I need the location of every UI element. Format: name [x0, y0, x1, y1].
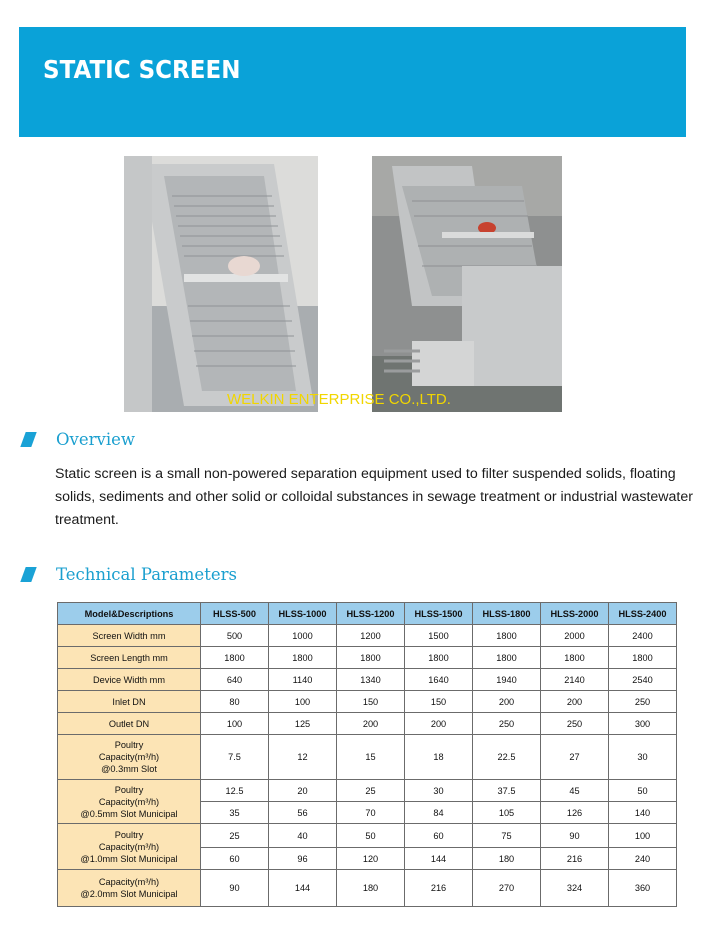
table-cell: 200: [405, 713, 473, 735]
table-cell: 2540: [609, 669, 677, 691]
technical-heading: Technical Parameters: [56, 565, 237, 584]
table-cell: 96: [269, 848, 337, 870]
table-cell: 25: [201, 824, 269, 848]
table-cell: 200: [541, 691, 609, 713]
row-label: Inlet DN: [58, 691, 201, 713]
row-label-line: Capacity(m³/h): [98, 752, 160, 762]
table-cell: 40: [269, 824, 337, 848]
table-cell: 1340: [337, 669, 405, 691]
technical-parameters-table: [57, 602, 677, 907]
table-cell: 100: [269, 691, 337, 713]
row-label-line: @0.3mm Slot: [101, 764, 157, 774]
table-row: [58, 824, 677, 848]
table-cell: 360: [609, 870, 677, 907]
table-cell: 84: [405, 802, 473, 824]
overview-section-icon: [20, 432, 36, 447]
table-cell: 90: [201, 870, 269, 907]
table-cell: 12: [269, 735, 337, 780]
table-cell: 37.5: [473, 780, 541, 802]
table-cell: 100: [609, 824, 677, 848]
row-label: [58, 870, 201, 907]
table-cell: 1800: [473, 625, 541, 647]
table-cell: 1500: [405, 625, 473, 647]
row-label: Outlet DN: [58, 713, 201, 735]
table-cell: 60: [405, 824, 473, 848]
row-label: Device Width mm: [58, 669, 201, 691]
table-cell: 1800: [337, 647, 405, 669]
table-cell: 180: [337, 870, 405, 907]
table-cell: 100: [201, 713, 269, 735]
table-cell: 70: [337, 802, 405, 824]
table-cell: 56: [269, 802, 337, 824]
overview-heading: Overview: [56, 430, 135, 449]
table-cell: 2140: [541, 669, 609, 691]
table-cell: 126: [541, 802, 609, 824]
table-cell: 270: [473, 870, 541, 907]
overview-text: Static screen is a small non-powered separation equipment used to filter suspended solids, floating solids, sediments and other solid or colloidal substances in sewage treatment or industrial wastewater treatment.: [55, 466, 693, 528]
table-cell: 35: [201, 802, 269, 824]
table-cell: 25: [337, 780, 405, 802]
table-cell: 250: [609, 691, 677, 713]
table-cell: 180: [473, 848, 541, 870]
product-photo-side: [372, 156, 562, 412]
table-cell: 216: [405, 870, 473, 907]
row-label: [58, 824, 201, 870]
table-cell: 1140: [269, 669, 337, 691]
product-photo-front: [124, 156, 318, 412]
table-cell: 1800: [201, 647, 269, 669]
table-row: [58, 691, 677, 713]
table-cell: 90: [541, 824, 609, 848]
table-cell: 144: [405, 848, 473, 870]
table-cell: 12.5: [201, 780, 269, 802]
table-cell: 20: [269, 780, 337, 802]
table-cell: 120: [337, 848, 405, 870]
row-label-line: Poultry: [114, 829, 144, 840]
row-label-line: Capacity(m³/h): [98, 796, 160, 807]
table-row: [58, 669, 677, 691]
header-model: HLSS-1000: [269, 603, 337, 625]
header-model: HLSS-1200: [337, 603, 405, 625]
table-row: [58, 735, 677, 780]
table-cell: 1940: [473, 669, 541, 691]
company-watermark: WELKIN ENTERPRISE CO.,LTD.: [227, 391, 451, 408]
table-cell: 1800: [269, 647, 337, 669]
table-cell: 30: [405, 780, 473, 802]
page-title: STATIC SCREEN: [43, 55, 241, 84]
table-cell: 50: [337, 824, 405, 848]
row-label: Screen Length mm: [58, 647, 201, 669]
table-cell: 324: [541, 870, 609, 907]
header-model: HLSS-500: [201, 603, 269, 625]
table-cell: 2400: [609, 625, 677, 647]
table-cell: 1000: [269, 625, 337, 647]
table-cell: 1640: [405, 669, 473, 691]
row-label-line: @2.0mm Slot Municipal: [80, 889, 178, 899]
technical-section-icon: [20, 567, 36, 582]
table-cell: 50: [609, 780, 677, 802]
header-model: HLSS-1800: [473, 603, 541, 625]
table-cell: 200: [473, 691, 541, 713]
table-cell: 125: [269, 713, 337, 735]
title-banner: [19, 27, 686, 137]
table-cell: 250: [541, 713, 609, 735]
table-cell: 500: [201, 625, 269, 647]
table-cell: 640: [201, 669, 269, 691]
table-cell: 22.5: [473, 735, 541, 780]
table-cell: 60: [201, 848, 269, 870]
table-row: [58, 647, 677, 669]
table-cell: 240: [609, 848, 677, 870]
table-cell: 30: [609, 735, 677, 780]
table-cell: 1800: [609, 647, 677, 669]
header-model: HLSS-1500: [405, 603, 473, 625]
table-cell: 15: [337, 735, 405, 780]
table-cell: 200: [337, 713, 405, 735]
header-model: HLSS-2400: [609, 603, 677, 625]
row-label: [58, 780, 201, 824]
table-cell: 75: [473, 824, 541, 848]
table-cell: 18: [405, 735, 473, 780]
table-cell: 1800: [541, 647, 609, 669]
table-cell: 150: [337, 691, 405, 713]
row-label-line: @0.5mm Slot Municipal: [80, 808, 178, 819]
row-label-line: Capacity(m³/h): [98, 877, 160, 887]
row-label: Screen Width mm: [58, 625, 201, 647]
row-label-line: Capacity(m³/h): [98, 841, 160, 852]
table-header-row: [58, 603, 677, 625]
row-label-line: Poultry: [114, 784, 144, 795]
table-row: [58, 780, 677, 802]
table-cell: 144: [269, 870, 337, 907]
table-cell: 1800: [473, 647, 541, 669]
table-cell: 7.5: [201, 735, 269, 780]
table-cell: 45: [541, 780, 609, 802]
row-label: [58, 735, 201, 780]
header-model-descriptions: Model&Descriptions: [58, 603, 201, 625]
table-cell: 27: [541, 735, 609, 780]
table-row: [58, 870, 677, 907]
table-row: [58, 625, 677, 647]
table-cell: 216: [541, 848, 609, 870]
row-label-line: @1.0mm Slot Municipal: [80, 853, 178, 864]
table-cell: 250: [473, 713, 541, 735]
table-cell: 80: [201, 691, 269, 713]
header-model: HLSS-2000: [541, 603, 609, 625]
table-cell: 150: [405, 691, 473, 713]
table-row: [58, 713, 677, 735]
table-cell: 1800: [405, 647, 473, 669]
table-cell: 105: [473, 802, 541, 824]
table-cell: 2000: [541, 625, 609, 647]
table-cell: 1200: [337, 625, 405, 647]
table-cell: 140: [609, 802, 677, 824]
row-label-line: Poultry: [114, 740, 144, 750]
table-cell: 300: [609, 713, 677, 735]
